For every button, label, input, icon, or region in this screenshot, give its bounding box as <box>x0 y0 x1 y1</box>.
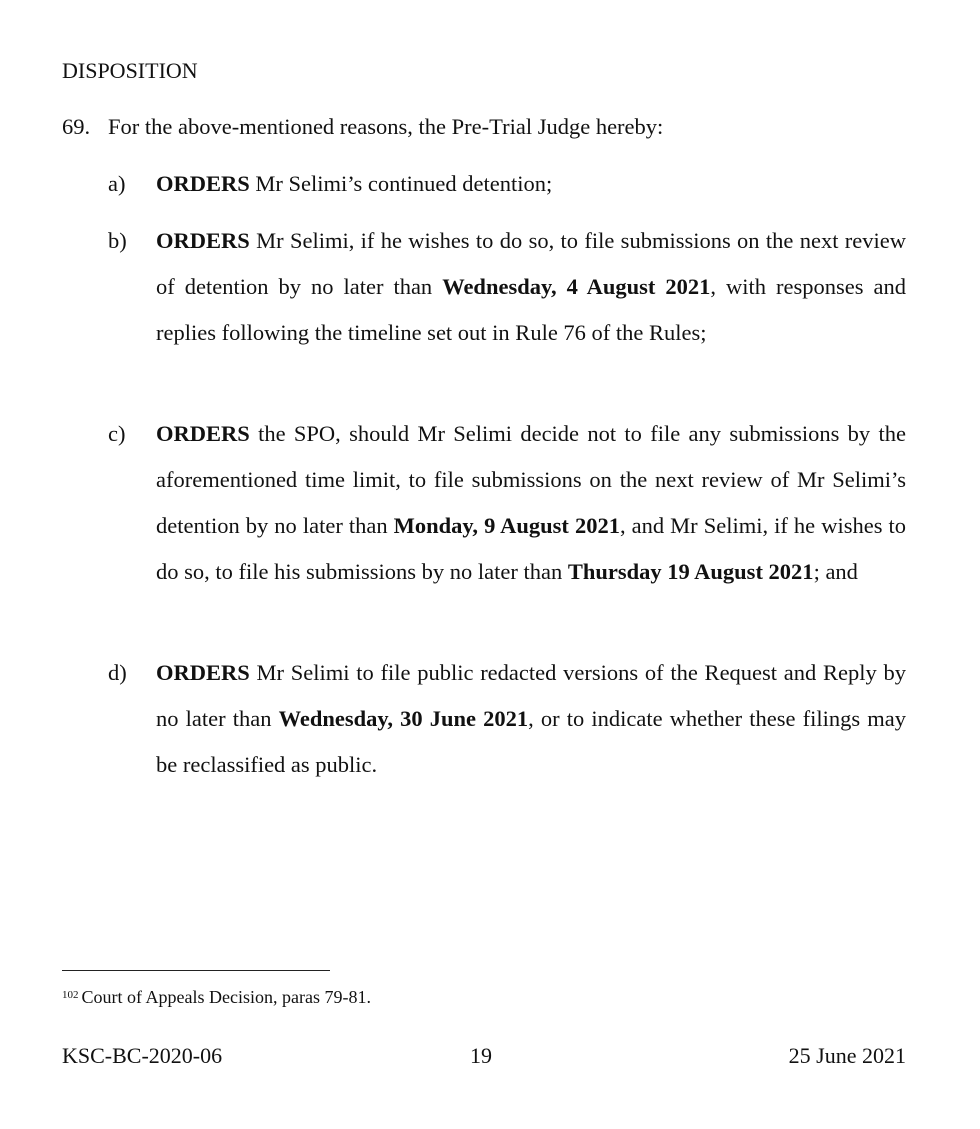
item-body: , and Mr Selimi, if he wishes to do so, to file his submissions by no later than <box>156 513 906 584</box>
item-keyword: ORDERS <box>156 421 250 446</box>
item-body: , with responses and replies following the timeline set out in Rule 76 of the Rules; <box>156 274 906 345</box>
item-body: Mr Selimi’s continued detention; <box>249 171 553 196</box>
item-deadline: Thursday 19 August 2021 <box>567 559 814 584</box>
item-keyword: ORDERS <box>156 228 250 253</box>
footnote <box>62 987 371 1008</box>
footer-date: 25 June 2021 <box>788 1043 906 1068</box>
item-deadline: Monday, 9 August 2021 <box>393 513 620 538</box>
item-label: d) <box>108 660 127 685</box>
item-body: Mr Selimi to file public redacted versions of the Request and Reply by no later than <box>156 660 906 731</box>
item-label: c) <box>108 421 126 446</box>
item-label: a) <box>108 171 126 196</box>
footer-page-number: 19 <box>470 1043 492 1068</box>
paragraph-number: 69. <box>62 114 91 139</box>
item-body: ; and <box>813 559 858 584</box>
footer-case-number: KSC-BC-2020-06 <box>62 1043 223 1068</box>
item-text <box>156 218 906 356</box>
footnote-number: 102 <box>62 989 79 1001</box>
paragraph-69 <box>62 114 663 140</box>
order-item-a <box>108 161 906 207</box>
order-item-d <box>108 650 906 788</box>
item-deadline: Wednesday, 4 August 2021 <box>442 274 711 299</box>
item-deadline: Wednesday, 30 June 2021 <box>278 706 529 731</box>
item-keyword: ORDERS <box>156 660 250 685</box>
item-text <box>156 161 906 207</box>
paragraph-intro: For the above-mentioned reasons, the Pre-Trial Judge hereby: <box>108 114 664 139</box>
order-item-c <box>108 411 906 595</box>
item-body: the SPO, should Mr Selimi decide not to file any submissions by the aforementioned time limit, to file submissions on the next review of Mr Selimi’s detention by no later than <box>156 421 906 538</box>
item-body: , or to indicate whether these filings may be reclassified as public. <box>156 706 906 777</box>
item-keyword: ORDERS <box>156 171 250 196</box>
item-text <box>156 650 906 788</box>
item-label: b) <box>108 228 127 253</box>
item-text <box>156 411 906 595</box>
section-heading: DISPOSITION <box>62 58 198 83</box>
footnote-text: Court of Appeals Decision, paras 79-81. <box>81 987 371 1007</box>
footnote-divider <box>62 970 330 971</box>
order-item-b <box>108 218 906 356</box>
item-body: Mr Selimi, if he wishes to do so, to file submissions on the next review of detention by no later than <box>156 228 906 299</box>
